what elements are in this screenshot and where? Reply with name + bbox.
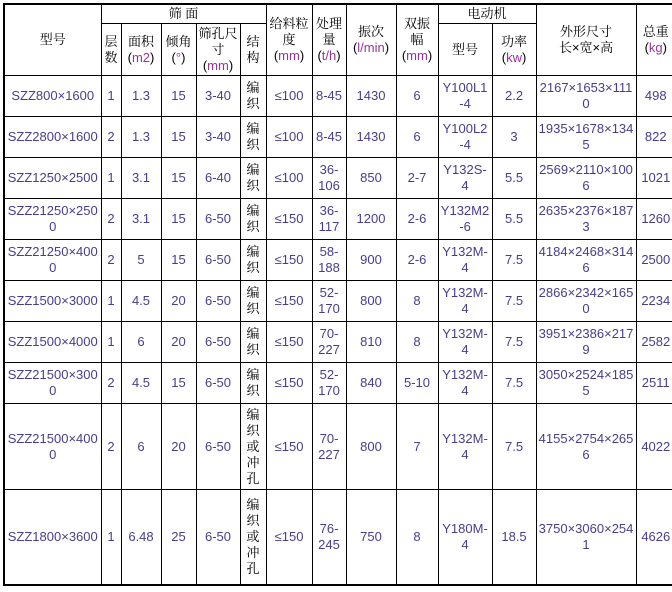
cell-motor-power: 5.5: [492, 158, 536, 199]
cell-structure: 编织或冲孔: [240, 490, 266, 585]
header-capacity: [312, 4, 346, 76]
cell-motor-model: Y132M-4: [438, 322, 492, 363]
cell-aperture: 6-50: [196, 199, 240, 240]
table-body: [4, 76, 672, 585]
header-model: 型号: [4, 4, 101, 76]
cell-motor-power: 7.5: [492, 281, 536, 322]
cell-aperture: 6-50: [196, 490, 240, 585]
cell-capacity: 8-45: [312, 76, 346, 117]
cell-model: SZZ21500×4000: [4, 404, 101, 490]
cell-aperture: 3-40: [196, 117, 240, 158]
cell-amplitude: 8: [396, 490, 438, 585]
cell-area: 6: [121, 322, 161, 363]
cell-weight: 2500: [636, 240, 672, 281]
cell-frequency: 800: [346, 404, 396, 490]
cell-weight: 2511: [636, 363, 672, 404]
cell-weight: 822: [636, 117, 672, 158]
header-label: 双振幅: [404, 16, 431, 47]
cell-amplitude: 6: [396, 117, 438, 158]
table-row: [4, 76, 672, 117]
cell-dimensions: 3951×2386×2179: [536, 322, 636, 363]
cell-angle: 15: [161, 76, 196, 117]
header-unit: (°): [171, 49, 186, 65]
cell-capacity: 58-188: [312, 240, 346, 281]
header-layers: 层数: [101, 24, 121, 76]
cell-model: SZZ1250×2500: [4, 158, 101, 199]
cell-layers: 1: [101, 322, 121, 363]
cell-feed-size: ≤150: [266, 281, 312, 322]
header-unit: (mm): [273, 48, 305, 63]
cell-motor-model: Y100L2-4: [438, 117, 492, 158]
cell-motor-power: 2.2: [492, 76, 536, 117]
cell-structure: 编织: [240, 199, 266, 240]
cell-aperture: 6-50: [196, 404, 240, 490]
header-label: 筛孔尺寸: [198, 25, 238, 57]
cell-capacity: 52-170: [312, 363, 346, 404]
header-sublabel: 长×宽×高: [558, 40, 614, 55]
cell-structure: 编织: [240, 322, 266, 363]
cell-layers: 2: [101, 404, 121, 490]
cell-feed-size: ≤150: [266, 404, 312, 490]
cell-feed-size: ≤150: [266, 322, 312, 363]
cell-structure: 编织: [240, 240, 266, 281]
header-frequency: [346, 4, 396, 76]
header-dimensions: [536, 4, 636, 76]
cell-feed-size: ≤150: [266, 490, 312, 585]
header-label: 给料粒度: [269, 16, 309, 47]
header-unit: (mm): [401, 48, 433, 63]
cell-layers: 2: [101, 240, 121, 281]
cell-feed-size: ≤150: [266, 199, 312, 240]
table-row: [4, 158, 672, 199]
header-motor-power: [492, 24, 536, 76]
cell-capacity: 36-117: [312, 199, 346, 240]
header-motor-model: 型号: [438, 24, 492, 76]
cell-frequency: 1430: [346, 76, 396, 117]
cell-dimensions: 2635×2376×1873: [536, 199, 636, 240]
cell-amplitude: 5-10: [396, 363, 438, 404]
table-row: [4, 199, 672, 240]
cell-weight: 2582: [636, 322, 672, 363]
header-unit: (mm): [202, 57, 234, 73]
cell-frequency: 900: [346, 240, 396, 281]
header-angle: [161, 24, 196, 76]
cell-motor-power: 7.5: [492, 363, 536, 404]
cell-frequency: 1430: [346, 117, 396, 158]
header-motor: 电动机: [438, 4, 536, 24]
cell-frequency: 810: [346, 322, 396, 363]
header-feed-size: [266, 4, 312, 76]
cell-feed-size: ≤100: [266, 117, 312, 158]
cell-model: SZZ21250×2500: [4, 199, 101, 240]
spec-table: [3, 3, 672, 586]
cell-layers: 2: [101, 199, 121, 240]
cell-capacity: 76-245: [312, 490, 346, 585]
cell-model: SZZ2800×1600: [4, 117, 101, 158]
cell-layers: 1: [101, 76, 121, 117]
cell-dimensions: 3750×3060×2541: [536, 490, 636, 585]
cell-area: 5: [121, 240, 161, 281]
cell-dimensions: 4184×2468×3146: [536, 240, 636, 281]
cell-angle: 15: [161, 199, 196, 240]
header-label: 功率: [501, 33, 528, 49]
table-row: [4, 117, 672, 158]
table-row: [4, 404, 672, 490]
cell-aperture: 6-50: [196, 322, 240, 363]
cell-area: 1.3: [121, 117, 161, 158]
cell-motor-power: 18.5: [492, 490, 536, 585]
cell-area: 6.48: [121, 490, 161, 585]
cell-motor-model: Y132M-4: [438, 404, 492, 490]
cell-angle: 20: [161, 404, 196, 490]
cell-layers: 1: [101, 281, 121, 322]
table-row: [4, 281, 672, 322]
cell-structure: 编织: [240, 76, 266, 117]
cell-weight: 4022: [636, 404, 672, 490]
cell-frequency: 1200: [346, 199, 396, 240]
cell-aperture: 6-50: [196, 281, 240, 322]
cell-frequency: 840: [346, 363, 396, 404]
table-row: [4, 240, 672, 281]
cell-model: SZZ1500×3000: [4, 281, 101, 322]
header-row-top: [4, 4, 672, 24]
cell-structure: 编织或冲孔: [240, 404, 266, 490]
cell-angle: 15: [161, 240, 196, 281]
cell-weight: 2234: [636, 281, 672, 322]
cell-angle: 25: [161, 490, 196, 585]
header-label: 处理量: [316, 16, 343, 47]
cell-layers: 2: [101, 363, 121, 404]
table-row: [4, 363, 672, 404]
cell-area: 3.1: [121, 199, 161, 240]
cell-dimensions: 4155×2754×2656: [536, 404, 636, 490]
cell-motor-model: Y100L1-4: [438, 76, 492, 117]
cell-motor-power: 7.5: [492, 240, 536, 281]
cell-feed-size: ≤150: [266, 240, 312, 281]
cell-dimensions: 1935×1678×1345: [536, 117, 636, 158]
cell-capacity: 8-45: [312, 117, 346, 158]
cell-feed-size: ≤100: [266, 158, 312, 199]
header-amplitude: [396, 4, 438, 76]
header-unit: (kg): [644, 40, 667, 55]
cell-feed-size: ≤150: [266, 363, 312, 404]
cell-frequency: 850: [346, 158, 396, 199]
header-area: [121, 24, 161, 76]
cell-weight: 498: [636, 76, 672, 117]
header-label: 振次: [358, 24, 385, 39]
cell-motor-power: 7.5: [492, 322, 536, 363]
cell-structure: 编织: [240, 158, 266, 199]
cell-feed-size: ≤100: [266, 76, 312, 117]
cell-model: SZZ21250×4000: [4, 240, 101, 281]
cell-dimensions: 3050×2524×1855: [536, 363, 636, 404]
cell-dimensions: 2167×1653×1110: [536, 76, 636, 117]
header-unit: (t/h): [317, 48, 341, 63]
cell-frequency: 800: [346, 281, 396, 322]
cell-aperture: 6-50: [196, 240, 240, 281]
header-label: 面积: [127, 33, 154, 49]
table-row: [4, 490, 672, 585]
cell-amplitude: 2-7: [396, 158, 438, 199]
cell-layers: 1: [101, 490, 121, 585]
cell-layers: 1: [101, 158, 121, 199]
table-row: [4, 322, 672, 363]
cell-area: 4.5: [121, 281, 161, 322]
cell-capacity: 70-227: [312, 404, 346, 490]
cell-motor-model: Y132S-4: [438, 158, 492, 199]
cell-frequency: 750: [346, 490, 396, 585]
cell-capacity: 52-170: [312, 281, 346, 322]
header-unit: (l/min): [352, 40, 390, 55]
cell-weight: 4626: [636, 490, 672, 585]
cell-motor-model: Y180M-4: [438, 490, 492, 585]
cell-angle: 15: [161, 158, 196, 199]
cell-amplitude: 2-6: [396, 240, 438, 281]
cell-amplitude: 6: [396, 76, 438, 117]
cell-weight: 1021: [636, 158, 672, 199]
cell-area: 6: [121, 404, 161, 490]
cell-structure: 编织: [240, 363, 266, 404]
cell-area: 1.3: [121, 76, 161, 117]
header-unit: (kw): [501, 49, 527, 65]
cell-area: 4.5: [121, 363, 161, 404]
cell-capacity: 70-227: [312, 322, 346, 363]
cell-motor-power: 3: [492, 117, 536, 158]
cell-capacity: 36-106: [312, 158, 346, 199]
cell-area: 3.1: [121, 158, 161, 199]
header-unit: (m2): [127, 49, 155, 65]
header-label: 总重: [642, 24, 669, 39]
table-header: [4, 4, 672, 76]
cell-motor-model: Y132M2-6: [438, 199, 492, 240]
cell-model: SZZ1800×3600: [4, 490, 101, 585]
header-label: 外形尺寸: [560, 24, 613, 39]
cell-amplitude: 7: [396, 404, 438, 490]
cell-amplitude: 2-6: [396, 199, 438, 240]
cell-structure: 编织: [240, 281, 266, 322]
cell-motor-power: 5.5: [492, 199, 536, 240]
cell-amplitude: 8: [396, 281, 438, 322]
cell-model: SZZ21500×3000: [4, 363, 101, 404]
cell-dimensions: 2866×2342×1650: [536, 281, 636, 322]
cell-dimensions: 2569×2110×1006: [536, 158, 636, 199]
cell-aperture: 3-40: [196, 76, 240, 117]
cell-angle: 20: [161, 281, 196, 322]
cell-weight: 1260: [636, 199, 672, 240]
cell-amplitude: 8: [396, 322, 438, 363]
header-label: 倾角: [165, 33, 192, 49]
cell-structure: 编织: [240, 117, 266, 158]
cell-angle: 15: [161, 363, 196, 404]
cell-angle: 15: [161, 117, 196, 158]
cell-angle: 20: [161, 322, 196, 363]
cell-model: SZZ800×1600: [4, 76, 101, 117]
cell-layers: 2: [101, 117, 121, 158]
cell-motor-power: 7.5: [492, 404, 536, 490]
header-screen-surface: 筛 面: [101, 4, 266, 24]
cell-motor-model: Y132M-4: [438, 363, 492, 404]
header-aperture: [196, 24, 240, 76]
cell-model: SZZ1500×4000: [4, 322, 101, 363]
header-weight: [636, 4, 672, 76]
cell-aperture: 6-50: [196, 363, 240, 404]
header-structure: 结构: [240, 24, 266, 76]
cell-motor-model: Y132M-4: [438, 281, 492, 322]
cell-aperture: 6-40: [196, 158, 240, 199]
cell-motor-model: Y132M-4: [438, 240, 492, 281]
